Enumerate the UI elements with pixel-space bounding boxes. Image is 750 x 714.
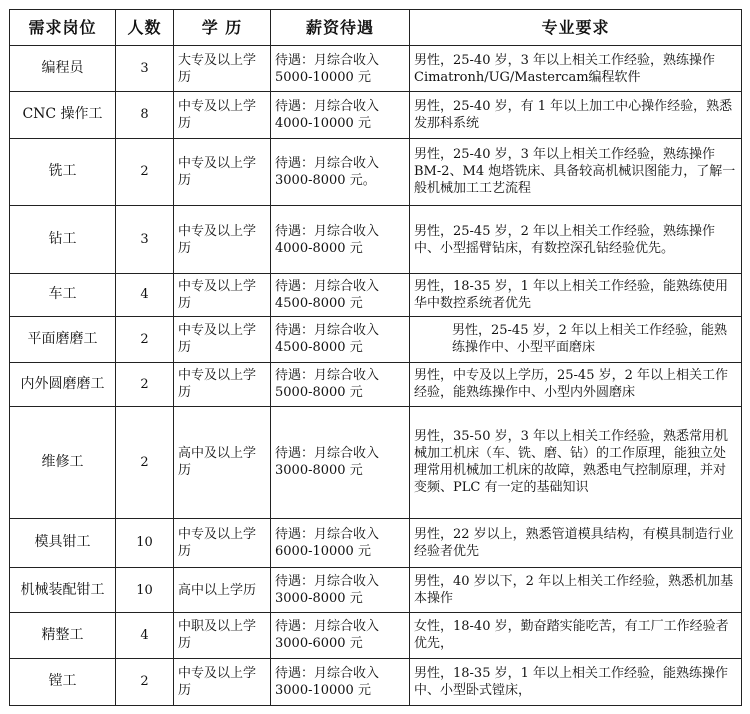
- table-row: [10, 138, 742, 205]
- cell-position: 车工: [10, 274, 116, 316]
- header-count: 人数: [116, 10, 174, 46]
- cell-count: 3: [116, 46, 174, 92]
- table-row: [10, 407, 742, 519]
- cell-education: 高中及以上学历: [174, 407, 271, 519]
- cell-count: 2: [116, 407, 174, 519]
- table-row: [10, 274, 742, 316]
- cell-education: 中专及以上学历: [174, 362, 271, 406]
- cell-salary: 待遇：月综合收入3000-8000 元: [271, 568, 410, 613]
- cell-education: 中专及以上学历: [174, 658, 271, 705]
- cell-salary: 待遇：月综合收入5000-8000 元: [271, 362, 410, 406]
- cell-education: 大专及以上学历: [174, 46, 271, 92]
- cell-position: 铣工: [10, 138, 116, 205]
- cell-salary: 待遇：月综合收入3000-6000 元: [271, 613, 410, 658]
- table-row: [10, 46, 742, 92]
- cell-count: 10: [116, 518, 174, 567]
- cell-count: 4: [116, 274, 174, 316]
- cell-requirements: 男性，40 岁以下，2 年以上相关工作经验，熟悉机加基本操作: [410, 568, 742, 613]
- cell-count: 4: [116, 613, 174, 658]
- cell-salary: 待遇：月综合收入4500-8000 元: [271, 316, 410, 362]
- table-row: [10, 205, 742, 273]
- cell-education: 高中以上学历: [174, 568, 271, 613]
- header-position: 需求岗位: [10, 10, 116, 46]
- cell-salary: 待遇：月综合收入4000-10000 元: [271, 92, 410, 138]
- cell-position: 镗工: [10, 658, 116, 705]
- header-requirements: 专业要求: [410, 10, 742, 46]
- cell-salary: 待遇：月综合收入6000-10000 元: [271, 518, 410, 567]
- cell-education: 中专及以上学历: [174, 138, 271, 205]
- cell-position: 模具钳工: [10, 518, 116, 567]
- cell-education: 中职及以上学历: [174, 613, 271, 658]
- cell-count: 2: [116, 362, 174, 406]
- table-row: [10, 518, 742, 567]
- cell-count: 2: [116, 658, 174, 705]
- cell-requirements: 男性，18-35 岁，1 年以上相关工作经验，能熟练操作中、小型卧式镗床，: [410, 658, 742, 705]
- cell-count: 8: [116, 92, 174, 138]
- cell-count: 2: [116, 138, 174, 205]
- table-row: [10, 568, 742, 613]
- table-header-row: [10, 10, 742, 46]
- cell-education: 中专及以上学历: [174, 316, 271, 362]
- cell-requirements: 男性，35-50 岁，3 年以上相关工作经验，熟悉常用机械加工机床（车、铣、磨、钻）的工作原理，能独立处理常用机械加工机床的故障，熟悉电气控制原理，并对变频、PLC 有一定的基础知识: [410, 407, 742, 519]
- cell-count: 3: [116, 205, 174, 273]
- cell-count: 2: [116, 316, 174, 362]
- cell-salary: 待遇：月综合收入4500-8000 元: [271, 274, 410, 316]
- table-row: [10, 92, 742, 138]
- cell-requirements: 男性，25-40 岁，3 年以上相关工作经验，熟练操作 Cimatronh/UG/Mastercam编程软件: [410, 46, 742, 92]
- cell-education: 中专及以上学历: [174, 205, 271, 273]
- cell-position: CNC 操作工: [10, 92, 116, 138]
- cell-position: 维修工: [10, 407, 116, 519]
- table-row: [10, 316, 742, 362]
- cell-salary: 待遇：月综合收入3000-8000 元。: [271, 138, 410, 205]
- cell-requirements: 男性，25-45 岁，2 年以上相关工作经验，能熟练操作中、小型平面磨床: [410, 316, 742, 362]
- header-salary: 薪资待遇: [271, 10, 410, 46]
- cell-requirements: 男性，25-45 岁，2 年以上相关工作经验，熟练操作中、小型摇臂钻床，有数控深孔钻经验优先。: [410, 205, 742, 273]
- cell-education: 中专及以上学历: [174, 274, 271, 316]
- header-education: 学 历: [174, 10, 271, 46]
- cell-position: 钻工: [10, 205, 116, 273]
- cell-position: 机械装配钳工: [10, 568, 116, 613]
- cell-position: 编程员: [10, 46, 116, 92]
- cell-requirements: 女性，18-40 岁，勤奋踏实能吃苦，有工厂工作经验者优先，: [410, 613, 742, 658]
- cell-education: 中专及以上学历: [174, 92, 271, 138]
- cell-salary: 待遇：月综合收入4000-8000 元: [271, 205, 410, 273]
- cell-requirements: 男性，22 岁以上，熟悉管道模具结构，有模具制造行业经验者优先: [410, 518, 742, 567]
- cell-salary: 待遇：月综合收入3000-10000 元: [271, 658, 410, 705]
- job-table: [9, 9, 742, 706]
- cell-salary: 待遇：月综合收入5000-10000 元: [271, 46, 410, 92]
- cell-position: 内外圆磨磨工: [10, 362, 116, 406]
- cell-requirements: 男性，18-35 岁，1 年以上相关工作经验，能熟练使用华中数控系统者优先: [410, 274, 742, 316]
- cell-position: 平面磨磨工: [10, 316, 116, 362]
- table-row: [10, 658, 742, 705]
- cell-education: 中专及以上学历: [174, 518, 271, 567]
- cell-position: 精整工: [10, 613, 116, 658]
- cell-requirements: 男性，25-40 岁，有 1 年以上加工中心操作经验，熟悉发那科系统: [410, 92, 742, 138]
- cell-requirements: 男性，25-40 岁，3 年以上相关工作经验，熟练操作 BM-2、M4 炮塔铣床、具备较高机械识图能力，了解一般机械加工工艺流程: [410, 138, 742, 205]
- cell-salary: 待遇：月综合收入3000-8000 元: [271, 407, 410, 519]
- table-row: [10, 613, 742, 658]
- table-row: [10, 362, 742, 406]
- cell-count: 10: [116, 568, 174, 613]
- cell-requirements: 男性，中专及以上学历，25-45 岁，2 年以上相关工作经验，能熟练操作中、小型内外圆磨床: [410, 362, 742, 406]
